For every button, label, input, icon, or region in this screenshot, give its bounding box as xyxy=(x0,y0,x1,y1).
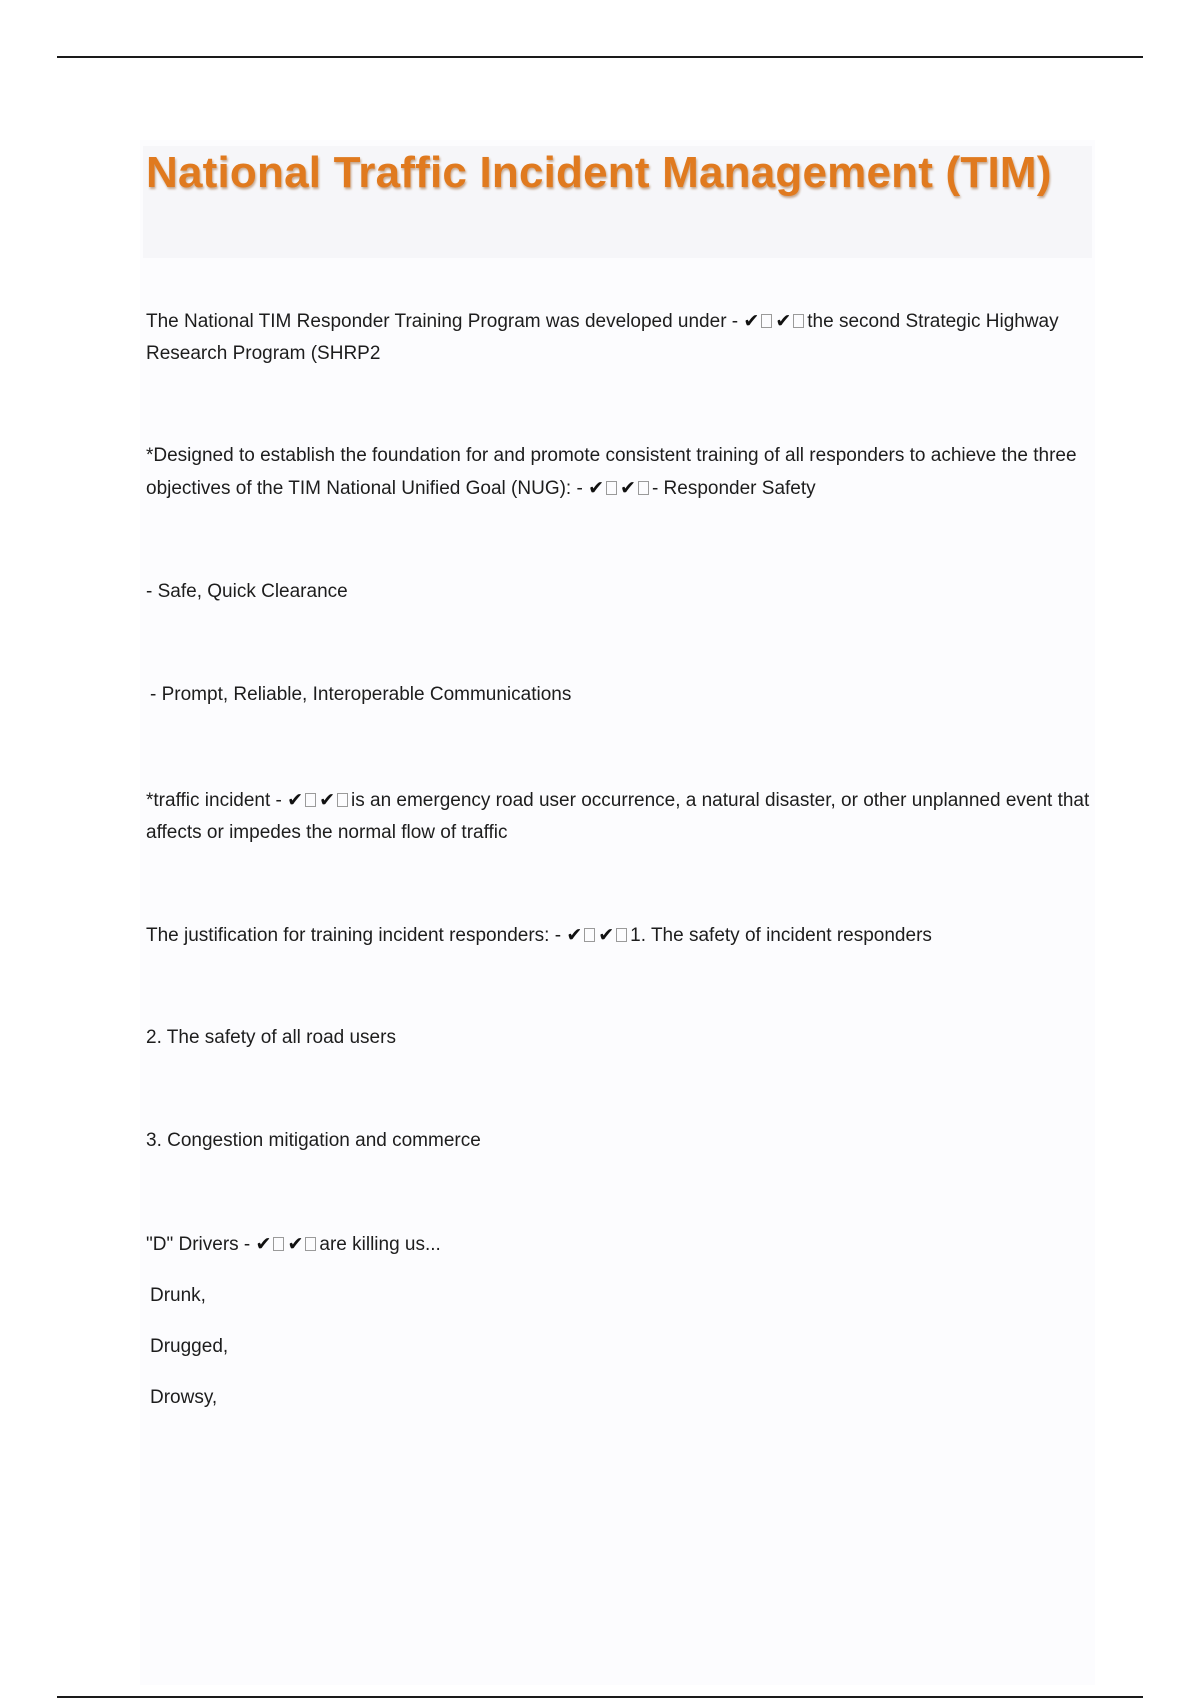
missing-glyph-box-icon xyxy=(616,928,627,942)
check-mark-icon: ✔ xyxy=(775,310,792,332)
check-mark-icon: ✔ xyxy=(598,924,615,946)
missing-glyph-box-icon xyxy=(305,793,316,807)
footer-rule xyxy=(57,1696,1143,1698)
entry-answer: 1. The safety of incident responders xyxy=(630,925,932,946)
entry-answer: is an emergency road user occurrence, a natural disaster, or other unplanned event that affects or impedes the normal flow of traffic xyxy=(146,790,1090,843)
answer-line: Drowsy, xyxy=(150,1387,218,1408)
missing-glyph-box-icon xyxy=(305,1237,316,1251)
flashcard-entry xyxy=(146,1228,1091,1261)
document-page xyxy=(140,140,1095,1685)
check-mark-icon: ✔ xyxy=(566,924,583,946)
flashcard-entry xyxy=(146,784,1091,849)
answer-line: - Safe, Quick Clearance xyxy=(146,581,348,602)
document-title: National Traffic Incident Management (TIM) xyxy=(146,148,1052,197)
check-mark-icon: ✔ xyxy=(319,789,335,811)
answer-line: Drunk, xyxy=(150,1285,206,1306)
entry-prompt: *Designed to establish the foundation for and promote consistent training of all responders to achieve the three objectives of the TIM National Unified Goal (NUG): - xyxy=(146,445,1077,499)
entry-prompt: "D" Drivers - xyxy=(146,1234,256,1255)
missing-glyph-box-icon xyxy=(761,314,772,328)
entry-answer: are killing us... xyxy=(319,1234,441,1255)
header-rule xyxy=(57,56,1143,58)
flashcard-entry xyxy=(146,305,1091,370)
missing-glyph-box-icon xyxy=(337,793,348,807)
check-mark-icon: ✔ xyxy=(287,789,304,811)
missing-glyph-box-icon xyxy=(638,481,649,495)
answer-line: Drugged, xyxy=(150,1336,229,1357)
flashcard-entry xyxy=(146,440,1091,505)
check-mark-icon: ✔ xyxy=(588,477,605,499)
entry-prompt: *traffic incident - xyxy=(146,790,288,811)
check-mark-icon: ✔ xyxy=(287,1233,304,1255)
check-mark-icon: ✔ xyxy=(255,1233,272,1255)
answer-line: 3. Congestion mitigation and commerce xyxy=(146,1130,481,1151)
answer-line: - Prompt, Reliable, Interoperable Communications xyxy=(150,684,572,705)
check-mark-icon: ✔ xyxy=(620,477,636,499)
entry-prompt: The justification for training incident responders: - xyxy=(146,925,567,946)
missing-glyph-box-icon xyxy=(606,481,617,495)
flashcard-entry xyxy=(146,919,1091,952)
missing-glyph-box-icon xyxy=(273,1237,284,1251)
entry-answer: - Responder Safety xyxy=(651,478,816,499)
answer-line: 2. The safety of all road users xyxy=(146,1027,396,1048)
check-mark-icon: ✔ xyxy=(743,310,760,332)
missing-glyph-box-icon xyxy=(793,314,804,328)
entry-prompt: The National TIM Responder Training Program was developed under - xyxy=(146,311,744,332)
missing-glyph-box-icon xyxy=(584,928,595,942)
entry-answer: the second Strategic Highway Research Program (SHRP2 xyxy=(146,311,1059,364)
